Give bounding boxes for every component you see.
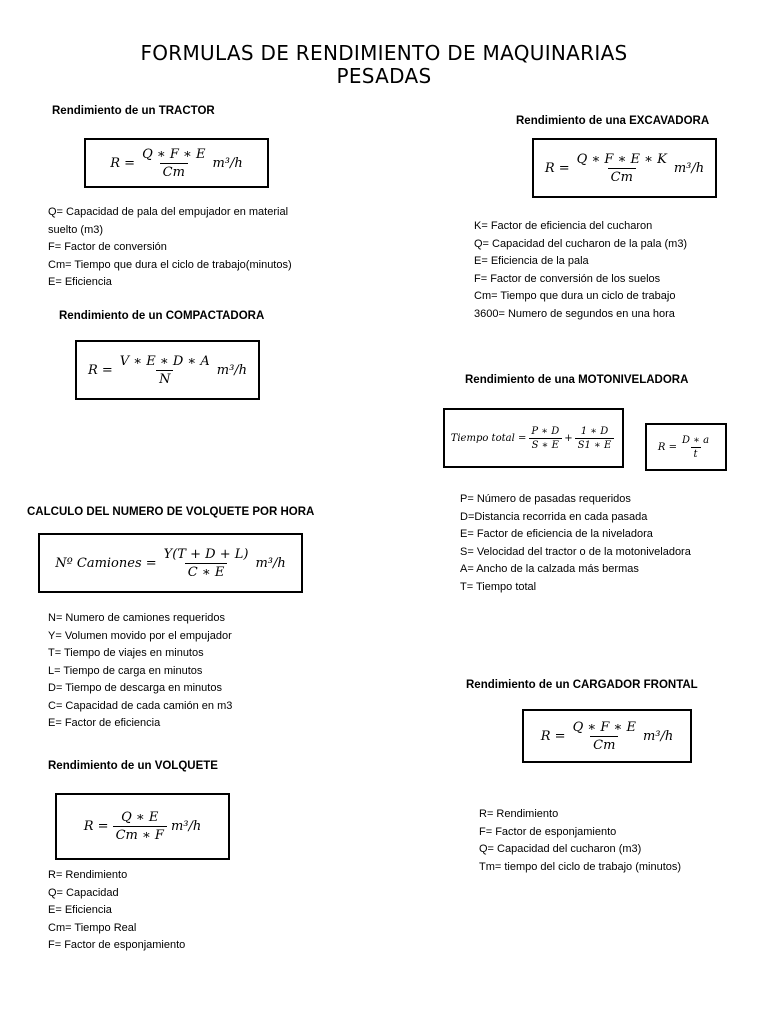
definition-item: Cm= Tiempo que dura el ciclo de trabajo(minutos) [48,258,292,271]
page-title [84,42,684,88]
excavadora-definitions [474,218,687,323]
definition-item: K= Factor de eficiencia del cucharon [474,220,653,232]
definition-item: E= Eficiencia [48,904,112,916]
formula-numerator: Q ∗ F ∗ E ∗ K [576,151,667,167]
definition-item: Cm= Tiempo que dura un ciclo de trabajo [474,290,676,302]
definition-item: E= Factor de eficiencia [48,717,161,729]
definition-item: F= Factor de esponjamiento [479,825,617,838]
formula-numerator: Q ∗ E [121,810,159,825]
definition-item: Q= Capacidad del cucharon de la pala (m3) [474,237,688,250]
formula-fraction [117,354,213,387]
definition-item: F= Factor de esponjamiento [48,939,186,951]
formula-lhs: R = [87,362,113,378]
formula-lhs: R = [83,819,109,834]
definition-item: Q= Capacidad del cucharon (m3) [479,843,642,855]
formula-denominator: Cm [160,163,188,180]
definition-item: Tm= tiempo del ciclo de trabajo (minutos) [479,860,682,873]
formula-unit: m³/h [255,555,286,571]
motoniveladora-heading: Rendimiento de una MOTONIVELADORA [465,374,689,386]
formula-numerator: Q ∗ F ∗ E [142,146,206,162]
formula-numerator: 1 ∗ D [580,425,609,437]
definition-item: Q= Capacidad de pala del empujador en material suelto (m3) [48,206,289,236]
formula-fraction [161,547,252,580]
formula-unit: m³/h [170,819,202,834]
formula-fraction [679,435,712,460]
definition-item: T= Tiempo total [460,580,537,593]
formula-lhs: R = [110,155,136,171]
formula-operator: + [564,432,573,444]
cargador-formula [522,709,692,763]
definition-item: Y= Volumen movido por el empujador [48,629,232,642]
compactadora-formula [75,340,260,400]
formula-denominator: S ∗ E [529,438,562,451]
definition-item: D=Distancia recorrida en cada pasada [460,510,648,523]
formula-lhs: R = [540,728,566,744]
cargador-heading: Rendimiento de un CARGADOR FRONTAL [466,679,698,691]
formula-numerator: Y(T + D + L) [163,546,249,562]
volquete-definitions [48,867,185,955]
formula-denominator: N [156,370,173,387]
definition-item: T= Tiempo de viajes en minutos [48,647,204,659]
definition-item: N= Numero de camiones requeridos [48,612,226,624]
formula-denominator: Cm [590,736,618,753]
definition-item: R= Rendimiento [479,808,559,820]
formula-denominator: S1 ∗ E [575,438,615,451]
formula-fraction [113,810,167,843]
definition-item: R= Rendimiento [48,869,128,881]
definition-item: Cm= Tiempo Real [48,921,137,934]
formula-lhs: R = [544,160,570,176]
formula-unit: m³/h [673,160,705,176]
motoniveladora-yield-formula [645,423,727,471]
definition-item: P= Número de pasadas requeridos [460,493,631,505]
definition-item: C= Capacidad de cada camión en m3 [48,699,233,712]
definition-item: S= Velocidad del tractor o de la motoniveladora [460,545,691,558]
volquete-hora-heading: CALCULO DEL NUMERO DE VOLQUETE POR HORA [27,506,315,518]
formula-unit: m³/h [642,728,674,744]
volquete-formula [55,793,230,860]
excavadora-heading: Rendimiento de una EXCAVADORA [516,115,710,127]
volquete-hora-formula [38,533,303,593]
definition-item: L= Tiempo de carga en minutos [48,664,203,677]
definition-item: F= Factor de conversión de los suelos [474,272,661,285]
definition-item: F= Factor de conversión [48,241,167,253]
excavadora-formula [532,138,717,198]
compactadora-heading: Rendimiento de un COMPACTADORA [59,310,265,322]
formula-numerator: P ∗ D [531,425,560,437]
volquete-heading: Rendimiento de un VOLQUETE [48,760,218,772]
formula-lhs: R = [657,441,677,453]
formula-denominator: Cm [608,168,636,185]
formula-numerator: Q ∗ F ∗ E [572,719,636,735]
formula-fraction [570,720,639,753]
motoniveladora-time-formula [443,408,624,468]
formula-unit: m³/h [216,362,248,378]
tractor-definitions [48,204,313,292]
definition-item: 3600= Numero de segundos en una hora [474,307,675,320]
formula-denominator: Cm ∗ F [113,826,167,843]
title-line-2: PESADAS [336,64,432,88]
motoniveladora-definitions [460,491,691,596]
tractor-formula [84,138,269,188]
formula-fraction [528,426,562,451]
title-line-1: FORMULAS DE RENDIMIENTO DE MAQUINARIAS [140,41,628,65]
formula-unit: m³/h [212,155,243,171]
formula-denominator: C ∗ E [185,563,228,580]
tractor-heading: Rendimiento de un TRACTOR [52,105,215,117]
definition-item: E= Eficiencia de la pala [474,255,589,267]
definition-item: E= Eficiencia [48,276,112,288]
definition-item: Q= Capacidad [48,886,119,899]
definition-item: E= Factor de eficiencia de la niveladora [460,528,653,540]
formula-fraction [575,426,615,451]
definition-item: D= Tiempo de descarga en minutos [48,682,222,694]
formula-numerator: V ∗ E ∗ D ∗ A [119,353,210,369]
formula-lhs: Tiempo total = [450,432,527,444]
cargador-definitions [479,806,681,876]
formula-denominator: t [691,447,701,460]
formula-numerator: D ∗ a [681,434,710,446]
definition-item: A= Ancho de la calzada más bermas [460,563,639,575]
volquete-hora-definitions [48,610,232,733]
formula-fraction [574,152,670,185]
formula-fraction [139,147,208,180]
formula-lhs: Nº Camiones = [55,555,157,571]
